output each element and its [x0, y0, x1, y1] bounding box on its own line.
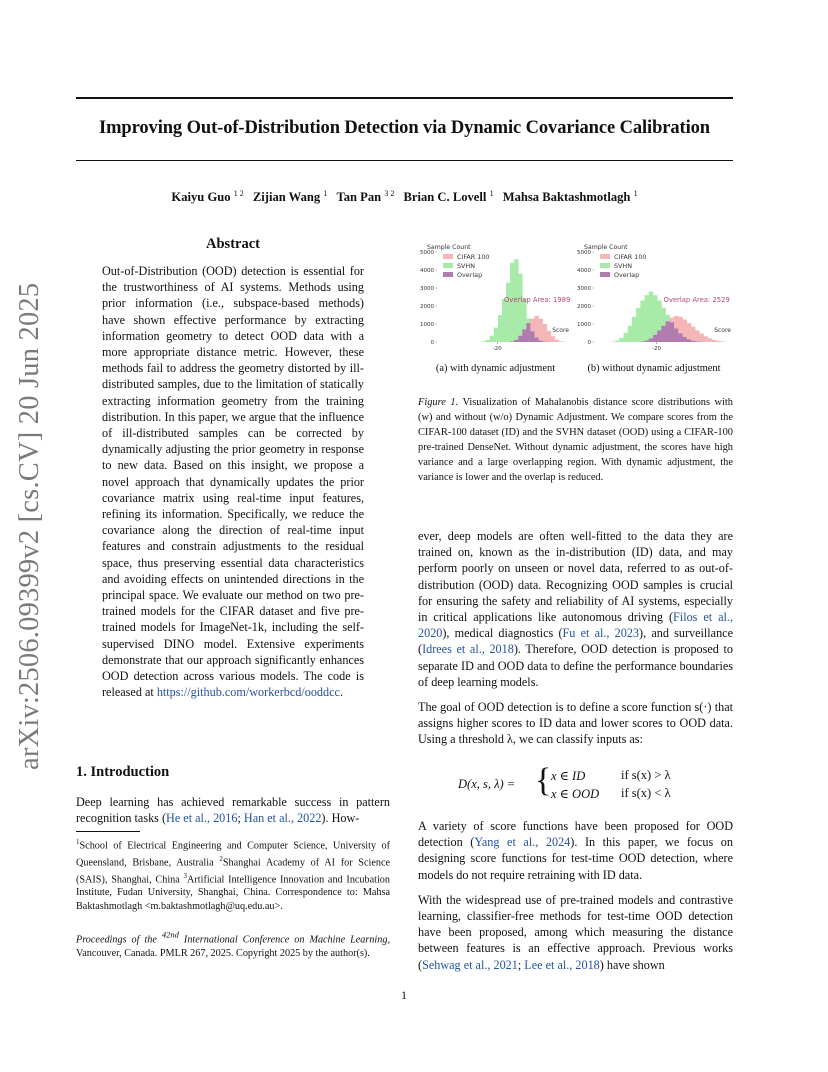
cifar-bar — [712, 340, 717, 342]
subcaption-a: (a) with dynamic adjustment — [435, 363, 556, 374]
svhn-bar — [518, 274, 522, 336]
y-tick-label: 2000 — [420, 304, 434, 310]
equation-case-ood: x ∈ OOD — [551, 787, 600, 801]
cifar-bar — [687, 323, 692, 339]
svhn-bar — [632, 317, 637, 342]
y-tick-label: 2000 — [577, 304, 591, 310]
equation-brace: { — [535, 762, 552, 799]
overlap-bar — [514, 340, 518, 342]
y-tick-label: 4000 — [420, 268, 434, 274]
svhn-bar — [502, 299, 506, 342]
citation-link[interactable]: Fu et al., 2023 — [562, 626, 640, 641]
y-tick-label: 1000 — [577, 322, 591, 328]
y-tick-label: 3000 — [577, 286, 591, 292]
citation-link[interactable]: Han et al., 2022 — [243, 811, 322, 826]
overlap-bar — [526, 323, 530, 342]
legend-label: SVHN — [457, 262, 476, 270]
y-axis-label: Sample Count — [427, 244, 471, 251]
svhn-bar — [494, 328, 498, 342]
svhn-bar — [482, 341, 486, 342]
author: Brian C. Lovell $^1$ — [403, 189, 494, 205]
svhn-bar — [636, 308, 641, 342]
abstract-body: Out-of-Distribution (OOD) detection is essential for the trustworthiness of AI systems. Methods using prior information (i.e., subspace-based methods) have shown effective performance by extracting information geometry to detect OOD data with a more appropriate distance metric. However, these methods fail to address the geometry distorted by ill-distributed samples, due to the limitation of statically extracting information geometry from the training distribution. In this paper, we argue that the influence of ill-distributed samples can be corrected by dynamically adjusting the prior geometry in response to new data. Based on this insight, we propose a novel approach that dynamically updates the prior covariance matrix using real-time input features, refining its information. Specifically, we reduce the covariance along the direction of real-time input features and constrain adjustments to the residual space, thus preserving essential data characteristics and avoiding effects on unintended directions in the principal space. We evaluate our method on two pre-trained models for the CIFAR dataset and five pre-trained models for ImageNet-1k, including the self-supervised DINO model. Extensive experiments demonstrate that our approach significantly enhances OOD detection across various models. The code is released at https://github.com/workerbcd/ooddcc. — [102, 264, 364, 700]
svhn-bar — [619, 338, 624, 342]
legend-swatch — [600, 254, 610, 259]
cifar-bar — [699, 334, 704, 342]
overlap-bar — [661, 326, 666, 342]
citation-link[interactable]: Filos et al., 2020 — [418, 610, 734, 641]
svhn-bar — [486, 340, 490, 342]
citation-link[interactable]: Sehwag et al., 2021 — [422, 957, 518, 972]
cifar-bar — [691, 327, 696, 341]
figure-caption: Figure 1. Visualization of Mahalanobis distance score distributions with (w) and without (w/o) Dynamic Adjustment. We compare scores from the CIFAR-100 dataset (ID) and the SVHN dataset (OOD) using a CIFAR-100 pre-trained DenseNet. Without dynamic adjustment, the scores have high variance and a large overlapping region. With dynamic adjustment, the variance is lower and the overlap is reduced. — [418, 397, 733, 483]
cifar-bar — [682, 320, 687, 337]
legend-swatch — [443, 263, 453, 268]
title-rule-top — [76, 97, 733, 99]
svhn-bar — [649, 292, 654, 339]
svhn-bar — [498, 315, 502, 342]
x-tick-label: -20 — [652, 346, 662, 352]
paragraph: With the widespread use of pre-trained models and contrastive learning, classifier-free methods for test-time OOD detection have been proposed, among which measuring the distance between features is an effective approach. Previous works (Sehwag et al., 2021; Lee et al., 2018) have shown — [418, 892, 733, 972]
overlap-annotation: Overlap Area: 2529 — [663, 296, 730, 304]
cifar-bar — [695, 330, 700, 341]
equation-case-id: x ∈ ID — [551, 769, 586, 783]
overlap-bar — [674, 329, 679, 343]
overlap-annotation: Overlap Area: 1989 — [504, 296, 571, 304]
overlap-bar — [539, 340, 543, 342]
histogram-without-adjustment — [572, 240, 737, 355]
citation-link[interactable]: Lee et al., 2018 — [524, 957, 600, 972]
cifar-bar — [670, 318, 675, 323]
svhn-bar — [657, 301, 662, 331]
paragraph: The goal of OOD detection is to define a score function s(·) that assigns higher scores to ID data and lower scores to OOD data. Using a threshold λ, we can classify inputs as: — [418, 700, 733, 747]
author: Tan Pan $^{3 2}$ — [336, 189, 395, 205]
svhn-bar — [640, 301, 645, 342]
overlap-bar — [649, 338, 654, 342]
svhn-bar — [615, 341, 620, 342]
overlap-bar — [666, 321, 671, 342]
legend-swatch — [600, 263, 610, 268]
legend-swatch — [600, 272, 610, 277]
overlap-bar — [695, 341, 700, 342]
legend-label: Overlap — [457, 271, 483, 279]
author: Mahsa Baktashmotlagh $^1$ — [502, 189, 638, 205]
legend-swatch — [443, 254, 453, 259]
paragraph: A variety of score functions have been proposed for OOD detection (Yang et al., 2024). In this paper, we focus on designing score functions for test-time OOD detection, where models do not require retraining with ID data. — [418, 819, 733, 882]
citation-link[interactable]: Idrees et al., 2018 — [422, 642, 514, 657]
y-tick-label: 4000 — [577, 268, 591, 274]
author: Kaiyu Guo $^{1 2}$ — [171, 189, 244, 205]
paragraph: ever, deep models are often well-fitted to the data they are trained on, known as the in-distribution (ID) data, and may perform poorly on unseen or novel data, referred to as out-of-distribution (OOD) data. Recognizing OOD samples is crucial for ensuring the safety and reliability of AI systems, especially in critical applications like autonomous driving (Filos et al., 2020), medical diagnostics (Fu et al., 2023), and surveillance (Idrees et al., 2018). Therefore, OOD detection is proposed to separate ID and OOD data to define the performance boundaries of deep learning models. — [418, 529, 734, 689]
equation-decision-rule — [418, 762, 733, 806]
y-axis-label: Sample Count — [584, 244, 628, 251]
y-tick-label: 0 — [587, 340, 591, 346]
arxiv-identifier: arXiv:2506.09399v2 [cs.CV] 20 Jun 2025 — [14, 282, 45, 770]
cifar-bar — [674, 316, 679, 329]
cifar-bar — [555, 340, 559, 342]
citation-link[interactable]: Yang et al., 2024 — [474, 835, 571, 850]
svhn-bar — [645, 295, 650, 340]
overlap-bar — [645, 341, 650, 342]
overlap-bar — [522, 329, 526, 342]
overlap-bar — [510, 341, 514, 342]
x-axis-label: Score — [552, 327, 569, 334]
svhn-bar — [653, 295, 658, 335]
code-link[interactable]: https://github.com/workerbcd/ooddcc — [156, 685, 340, 700]
right-column-text — [418, 528, 733, 757]
svhn-bar — [628, 326, 633, 342]
legend-label: Overlap — [614, 271, 640, 279]
svhn-bar — [490, 336, 494, 342]
y-tick-label: 1000 — [420, 322, 434, 328]
footnote-rule — [76, 831, 140, 832]
cifar-bar — [716, 341, 721, 342]
legend-swatch — [443, 272, 453, 277]
cifar-bar — [551, 336, 555, 342]
cifar-bar — [678, 317, 683, 334]
overlap-bar — [530, 331, 534, 342]
y-tick-label: 5000 — [577, 250, 591, 256]
overlap-bar — [657, 330, 662, 342]
author-list — [76, 189, 733, 205]
subcaption-b: (b) without dynamic adjustment — [587, 363, 721, 374]
cifar-bar — [543, 324, 547, 342]
paper-title: Improving Out-of-Distribution Detection via Dynamic Covariance Calibration — [99, 118, 710, 138]
legend-label: CIFAR 100 — [614, 253, 647, 261]
equation-condition: if s(x) < λ — [621, 786, 671, 800]
y-tick-label: 5000 — [420, 250, 434, 256]
cifar-bar — [547, 331, 551, 342]
overlap-bar — [691, 341, 696, 342]
section-heading-introduction: 1. Introduction — [76, 764, 170, 780]
equation-lhs: D(x, s, λ) = — [458, 777, 516, 791]
equation-condition: if s(x) > λ — [621, 768, 671, 782]
svhn-bar — [526, 319, 530, 324]
overlap-bar — [518, 336, 522, 342]
y-tick-label: 0 — [430, 340, 434, 346]
x-axis-label: Score — [714, 327, 731, 334]
cifar-bar — [539, 319, 543, 341]
cifar-bar — [704, 336, 709, 342]
overlap-bar — [670, 322, 675, 342]
cifar-bar — [559, 341, 563, 342]
intro-paragraph: Deep learning has achieved remarkable success in pattern recognition tasks (He et al., 2016; Han et al., 2022). How- — [76, 795, 390, 826]
svhn-bar — [506, 283, 510, 342]
legend-label: SVHN — [614, 262, 633, 270]
cifar-bar — [708, 338, 713, 342]
cifar-bar — [530, 319, 534, 332]
legend-label: CIFAR 100 — [457, 253, 490, 261]
svhn-bar — [661, 308, 666, 326]
overlap-bar — [653, 335, 658, 342]
overlap-bar — [534, 338, 538, 343]
affiliation-footnote: $^1$School of Electrical Engineering and Computer Science, University of Queensland, Brisbane, Australia $^2$Shanghai Academy of AI for Science (SAIS), Shanghai, China $^3$Artificial Intelligence Innovation and Incubation Institute, Fudan University, Shanghai, China. Correspondence to: Mahsa Baktashmotlagh <m.baktashmotlagh@uq.edu.au>. — [76, 838, 390, 912]
citation-link[interactable]: He et al., 2016 — [166, 811, 238, 826]
figure-label: Figure 1. — [418, 397, 459, 408]
author: Zijian Wang $^1$ — [252, 189, 328, 205]
y-tick-label: 3000 — [420, 286, 434, 292]
histogram-with-adjustment — [415, 240, 575, 355]
title-rule-bottom — [76, 160, 733, 161]
svhn-bar — [623, 333, 628, 342]
right-column-text-continued — [418, 818, 733, 982]
svhn-bar — [666, 315, 671, 321]
proceedings-note: Proceedings of the $^{42nd}$ International Conference on Machine Learning, Vancouver, Canada. PMLR 267, 2025. Copyright 2025 by the author(s). — [76, 930, 390, 959]
x-tick-label: -20 — [492, 346, 502, 352]
cifar-bar — [720, 341, 725, 342]
page-number: 1 — [401, 988, 407, 1002]
overlap-bar — [678, 333, 683, 342]
overlap-bar — [687, 339, 692, 342]
abstract-heading: Abstract — [206, 236, 260, 252]
cifar-bar — [534, 316, 538, 338]
overlap-bar — [682, 337, 687, 342]
